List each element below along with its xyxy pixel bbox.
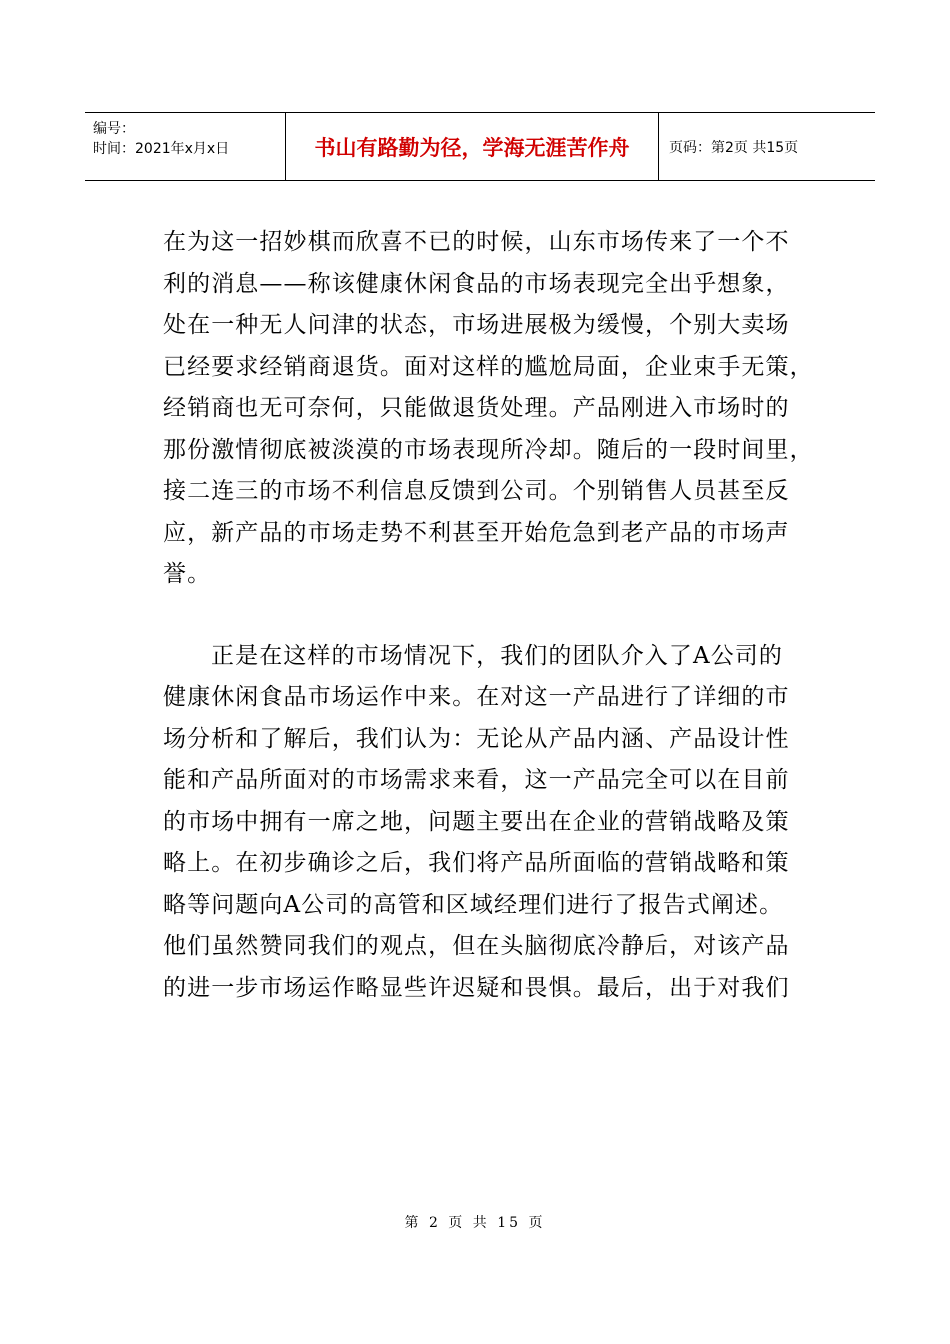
text-line: 已经要求经销商退货。面对这样的尴尬局面，企业束手无策， [163, 353, 814, 380]
document-header [85, 112, 875, 181]
header-motto: 书山有路勤为径，学海无涯苦作舟 [286, 113, 659, 180]
paragraph-gap [163, 596, 793, 636]
document-body [163, 222, 814, 1009]
time-label: 时间：2021年x月x日 [93, 141, 230, 157]
number-label: 编号： [93, 121, 135, 137]
header-meta [85, 113, 286, 180]
text-line: 正是在这样的市场情况下，我们的团队介入了A公司的 [211, 642, 784, 669]
text-line: 他们虽然赞同我们的观点，但在头脑彻底冷静后，对该产品 [163, 933, 790, 959]
text-line: 誉。 [163, 561, 212, 587]
text-line: 略等问题向A公司的高管和区域经理们进行了报告式阐述。 [163, 891, 784, 918]
text-line: 在为这一招妙棋而欣喜不已的时候，山东市场传来了一个不 [163, 229, 790, 255]
text-line: 那份激情彻底被淡漠的市场表现所冷却。随后的一段时间里， [163, 436, 814, 463]
text-line: 场分析和了解后，我们认为：无论从产品内涵、产品设计性 [163, 725, 790, 752]
header-page-label: 页码：第2页 共15页 [669, 139, 799, 156]
text-line: 略上。在初步确诊之后，我们将产品所面临的营销战略和策 [163, 850, 790, 876]
text-line: 处在一种无人问津的状态，市场进展极为缓慢，个别大卖场 [163, 312, 790, 338]
text-line: 利的消息——称该健康休闲食品的市场表现完全出乎想象， [163, 270, 790, 297]
paragraph-2 [163, 636, 793, 1010]
text-line: 接二连三的市场不利信息反馈到公司。个别销售人员甚至反 [163, 478, 790, 504]
text-line: 能和产品所面对的市场需求来看，这一产品完全可以在目前 [163, 767, 790, 793]
paragraph-1 [163, 222, 814, 596]
page-footer: 第 2 页 共 15 页 [404, 1215, 546, 1231]
text-line: 的市场中拥有一席之地，问题主要出在企业的营销战略及策 [163, 808, 790, 835]
text-line: 经销商也无可奈何，只能做退货处理。产品刚进入市场时的 [163, 395, 790, 421]
text-line: 的进一步市场运作略显些许迟疑和畏惧。最后，出于对我们 [163, 974, 790, 1001]
text-line: 应，新产品的市场走势不利甚至开始危急到老产品的市场声 [163, 519, 790, 546]
text-line: 健康休闲食品市场运作中来。在对这一产品进行了详细的市 [163, 684, 790, 710]
